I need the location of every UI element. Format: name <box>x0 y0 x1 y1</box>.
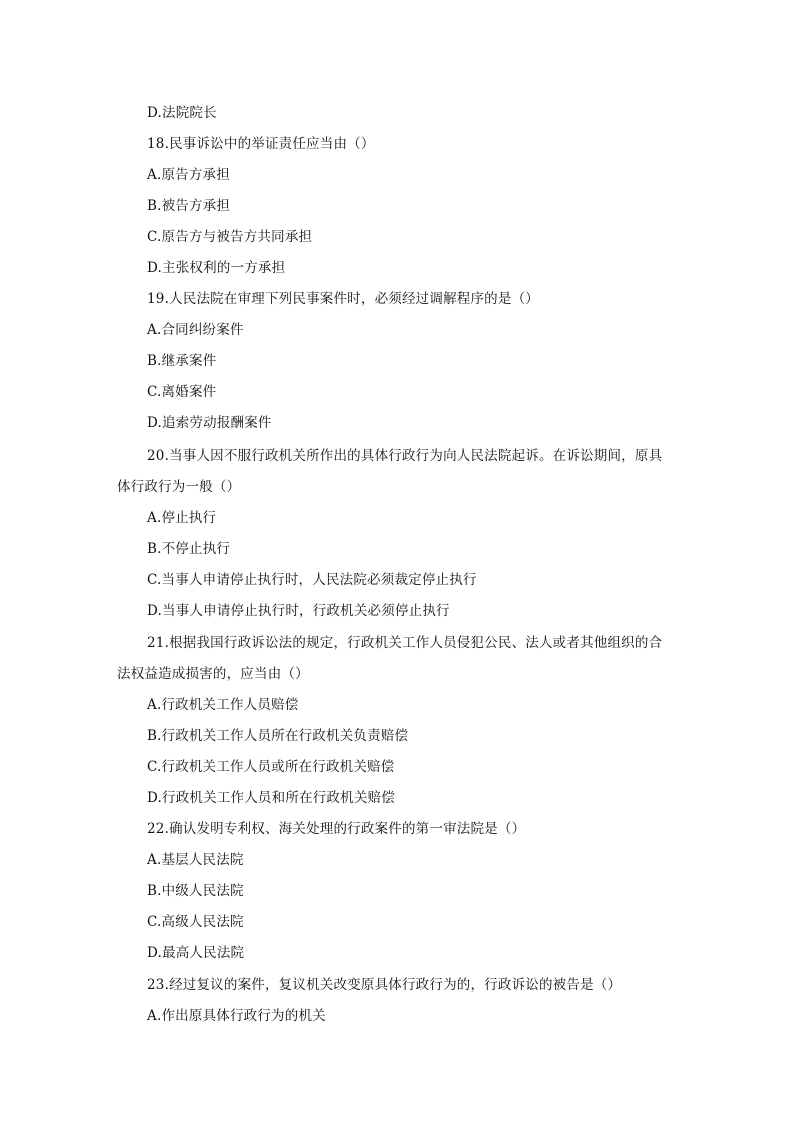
option-d-q22: D.最高人民法院 <box>147 945 245 961</box>
option-c-q18: C.原告方与被告方共同承担 <box>147 229 313 245</box>
question-20: 20.当事人因不服行政机关所作出的具体行政行为向人民法院起诉。在诉讼期间，原具 <box>147 448 663 464</box>
option-b-q20: B.不停止执行 <box>147 541 231 557</box>
option-a-q23: A.作出原具体行政行为的机关 <box>147 1008 326 1024</box>
option-b-q22: B.中级人民法院 <box>147 883 244 899</box>
option-c-q19: C.离婚案件 <box>147 384 217 400</box>
question-21-cont: 法权益造成损害的，应当由（） <box>117 666 309 682</box>
option-a-q21: A.行政机关工作人员赔偿 <box>147 697 299 713</box>
option-a-q20: A.停止执行 <box>147 510 217 526</box>
question-20-cont: 体行政行为一般（） <box>117 479 241 495</box>
option-b-q18: B.被告方承担 <box>147 198 231 214</box>
option-c-q21: C.行政机关工作人员或所在行政机关赔偿 <box>147 759 395 775</box>
option-c-q22: C.高级人民法院 <box>147 914 244 930</box>
option-a-q22: A.基层人民法院 <box>147 852 244 868</box>
option-a-q19: A.合同纠纷案件 <box>147 322 244 338</box>
option-d-q18: D.主张权利的一方承担 <box>147 260 286 276</box>
question-21: 21.根据我国行政诉讼法的规定，行政机关工作人员侵犯公民、法人或者其他组织的合 <box>147 635 663 651</box>
question-18: 18.民事诉讼中的举证责任应当由（） <box>147 136 375 152</box>
option-a-q18: A.原告方承担 <box>147 167 230 183</box>
question-22: 22.确认发明专利权、海关处理的行政案件的第一审法院是（） <box>147 821 526 837</box>
option-b-q19: B.继承案件 <box>147 353 217 369</box>
option-d-q20: D.当事人申请停止执行时，行政机关必须停止执行 <box>147 603 450 619</box>
option-b-q21: B.行政机关工作人员所在行政机关负责赔偿 <box>147 728 409 744</box>
question-23: 23.经过复议的案件，复议机关改变原具体行政行为的，行政诉讼的被告是（） <box>147 977 622 993</box>
question-19: 19.人民法院在审理下列民事案件时，必须经过调解程序的是（） <box>147 291 539 307</box>
option-d-q19: D.追索劳动报酬案件 <box>147 415 272 431</box>
option-d-q21: D.行政机关工作人员和所在行政机关赔偿 <box>147 790 395 806</box>
option-c-q20: C.当事人申请停止执行时，人民法院必须裁定停止执行 <box>147 572 477 588</box>
option-d-q17: D.法院院长 <box>147 105 217 121</box>
